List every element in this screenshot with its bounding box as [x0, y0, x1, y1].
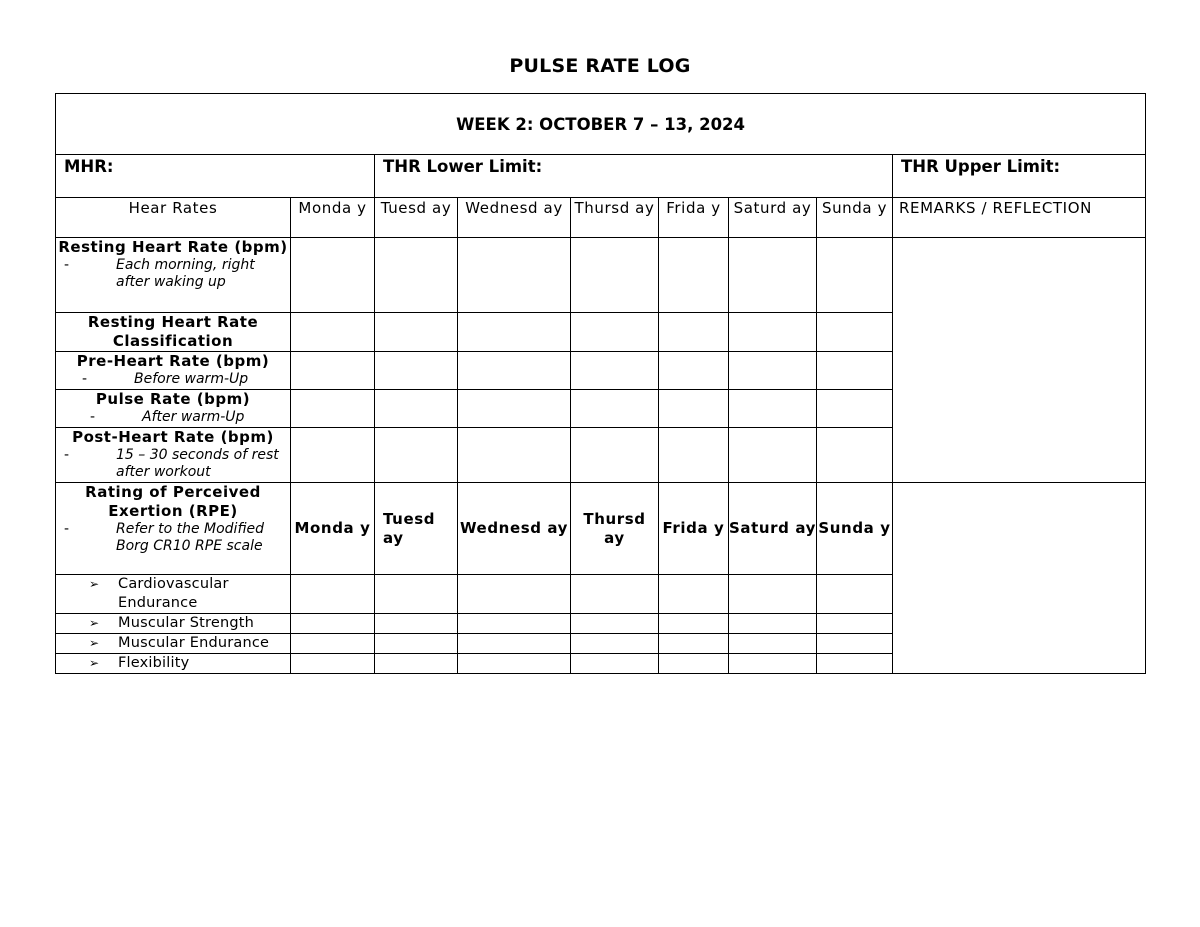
- cell-entry[interactable]: [458, 238, 571, 313]
- cell-entry[interactable]: [659, 313, 729, 352]
- cell-entry[interactable]: [571, 614, 659, 634]
- rpe-item-muscular-endurance: [56, 634, 291, 654]
- cell-entry[interactable]: [375, 614, 458, 634]
- cell-entry[interactable]: [817, 390, 893, 428]
- dash-marker: -: [64, 447, 70, 463]
- resting-heart-rate-note: [56, 257, 290, 291]
- pre-heart-rate-note: [56, 371, 290, 388]
- cell-entry[interactable]: [571, 352, 659, 390]
- muscular-strength-label: Muscular Strength: [118, 615, 255, 631]
- cell-entry[interactable]: [659, 428, 729, 483]
- day-header-thursday: Thursd ay: [571, 198, 659, 238]
- rpe-item-cardiovascular: [56, 575, 291, 614]
- row-label-resting-heart-rate: [56, 238, 291, 313]
- pre-heart-rate-note-text: Before warm-Up: [134, 371, 249, 387]
- rpe-note-text: Refer to the Modified Borg CR10 RPE scale: [116, 521, 264, 554]
- row-label-resting-classification: Resting Heart Rate Classification: [56, 313, 291, 352]
- cell-entry[interactable]: [817, 654, 893, 674]
- row-label-pulse-rate: [56, 390, 291, 428]
- remarks-header: REMARKS / REFLECTION: [893, 198, 1146, 238]
- rpe-day-friday: Frida y: [659, 483, 729, 575]
- cardiovascular-label: Cardiovascular Endurance: [118, 576, 229, 611]
- dash-marker: -: [82, 371, 88, 387]
- resting-heart-rate-note-text: Each morning, right after waking up: [116, 257, 255, 290]
- cell-entry[interactable]: [458, 352, 571, 390]
- rpe-day-tuesday: Tuesd ay: [375, 483, 458, 575]
- cell-entry[interactable]: [458, 428, 571, 483]
- page-title: PULSE RATE LOG: [509, 55, 691, 77]
- cell-entry[interactable]: [729, 614, 817, 634]
- rpe-title: Rating of Perceived Exertion (RPE): [85, 483, 261, 520]
- flexibility-label: Flexibility: [118, 655, 190, 671]
- remarks-cell-rpe[interactable]: [893, 483, 1146, 674]
- post-heart-rate-note: [56, 447, 290, 481]
- mhr-label[interactable]: MHR:: [56, 155, 375, 198]
- cell-entry[interactable]: [458, 634, 571, 654]
- pre-heart-rate-title: Pre-Heart Rate (bpm): [76, 352, 270, 370]
- cell-entry[interactable]: [291, 238, 375, 313]
- day-header-friday: Frida y: [659, 198, 729, 238]
- cell-entry[interactable]: [291, 575, 375, 614]
- cell-entry[interactable]: [729, 313, 817, 352]
- pulse-rate-note: [56, 409, 290, 426]
- cell-entry[interactable]: [375, 634, 458, 654]
- cell-entry[interactable]: [571, 390, 659, 428]
- cell-entry[interactable]: [375, 654, 458, 674]
- rpe-day-sunday: Sunda y: [817, 483, 893, 575]
- cell-entry[interactable]: [291, 313, 375, 352]
- resting-heart-rate-title: Resting Heart Rate (bpm): [58, 238, 288, 256]
- arrow-bullet-icon: ➢: [89, 636, 100, 650]
- rpe-note: [56, 521, 290, 555]
- cell-entry[interactable]: [817, 313, 893, 352]
- cell-entry[interactable]: [659, 238, 729, 313]
- thr-lower-label[interactable]: THR Lower Limit:: [375, 155, 893, 198]
- rpe-day-saturday: Saturd ay: [729, 483, 817, 575]
- rpe-day-wednesday: Wednesd ay: [458, 483, 571, 575]
- cell-entry[interactable]: [571, 634, 659, 654]
- row-label-rpe: [56, 483, 291, 575]
- arrow-bullet-icon: ➢: [89, 656, 100, 670]
- heart-rates-header: Hear Rates: [56, 198, 291, 238]
- cell-entry[interactable]: [729, 238, 817, 313]
- cell-entry[interactable]: [458, 390, 571, 428]
- cell-entry[interactable]: [458, 313, 571, 352]
- cell-entry[interactable]: [817, 428, 893, 483]
- post-heart-rate-title: Post-Heart Rate (bpm): [72, 428, 274, 446]
- rpe-item-flexibility: [56, 654, 291, 674]
- cell-entry[interactable]: [729, 654, 817, 674]
- arrow-bullet-icon: ➢: [89, 577, 100, 591]
- post-heart-rate-note-text: 15 – 30 seconds of rest after workout: [116, 447, 279, 480]
- cell-entry[interactable]: [458, 614, 571, 634]
- cell-entry[interactable]: [375, 575, 458, 614]
- arrow-bullet-icon: ➢: [89, 616, 100, 630]
- cell-entry[interactable]: [291, 352, 375, 390]
- day-header-monday: Monda y: [291, 198, 375, 238]
- cell-entry[interactable]: [375, 428, 458, 483]
- cell-entry[interactable]: [817, 352, 893, 390]
- cell-entry[interactable]: [375, 390, 458, 428]
- cell-entry[interactable]: [571, 428, 659, 483]
- rpe-day-thursday: Thursd ay: [571, 483, 659, 575]
- cell-entry[interactable]: [375, 313, 458, 352]
- cell-entry[interactable]: [291, 614, 375, 634]
- dash-marker: -: [90, 409, 96, 425]
- day-header-wednesday: Wednesd ay: [458, 198, 571, 238]
- cell-entry[interactable]: [571, 313, 659, 352]
- dash-marker: -: [64, 257, 70, 273]
- rpe-item-muscular-strength: [56, 614, 291, 634]
- cell-entry[interactable]: [817, 634, 893, 654]
- cell-entry[interactable]: [729, 575, 817, 614]
- cell-entry[interactable]: [817, 238, 893, 313]
- day-header-saturday: Saturd ay: [729, 198, 817, 238]
- day-header-sunday: Sunda y: [817, 198, 893, 238]
- cell-entry[interactable]: [291, 390, 375, 428]
- cell-entry[interactable]: [571, 575, 659, 614]
- row-label-pre-heart-rate: [56, 352, 291, 390]
- dash-marker: -: [64, 521, 70, 537]
- cell-entry[interactable]: [659, 634, 729, 654]
- remarks-cell-heart-rates[interactable]: [893, 238, 1146, 483]
- cell-entry[interactable]: [659, 575, 729, 614]
- cell-entry[interactable]: [659, 654, 729, 674]
- muscular-endurance-label: Muscular Endurance: [118, 635, 270, 651]
- cell-entry[interactable]: [729, 352, 817, 390]
- cell-entry[interactable]: [729, 390, 817, 428]
- cell-entry[interactable]: [729, 634, 817, 654]
- pulse-rate-title: Pulse Rate (bpm): [95, 390, 251, 408]
- cell-entry[interactable]: [458, 575, 571, 614]
- cell-entry[interactable]: [291, 428, 375, 483]
- cell-entry[interactable]: [729, 428, 817, 483]
- cell-entry[interactable]: [291, 634, 375, 654]
- cell-entry[interactable]: [571, 238, 659, 313]
- pulse-rate-note-text: After warm-Up: [142, 409, 245, 425]
- day-header-tuesday: Tuesd ay: [375, 198, 458, 238]
- cell-entry[interactable]: [817, 614, 893, 634]
- cell-entry[interactable]: [291, 654, 375, 674]
- cell-entry[interactable]: [659, 352, 729, 390]
- cell-entry[interactable]: [375, 238, 458, 313]
- rpe-day-monday: Monda y: [291, 483, 375, 575]
- cell-entry[interactable]: [659, 390, 729, 428]
- cell-entry[interactable]: [817, 575, 893, 614]
- cell-entry[interactable]: [375, 352, 458, 390]
- cell-entry[interactable]: [571, 654, 659, 674]
- cell-entry[interactable]: [458, 654, 571, 674]
- thr-upper-label[interactable]: THR Upper Limit:: [893, 155, 1146, 198]
- week-heading: WEEK 2: OCTOBER 7 – 13, 2024: [56, 94, 1146, 155]
- cell-entry[interactable]: [659, 614, 729, 634]
- row-label-post-heart-rate: [56, 428, 291, 483]
- pulse-log-table: [55, 93, 1146, 674]
